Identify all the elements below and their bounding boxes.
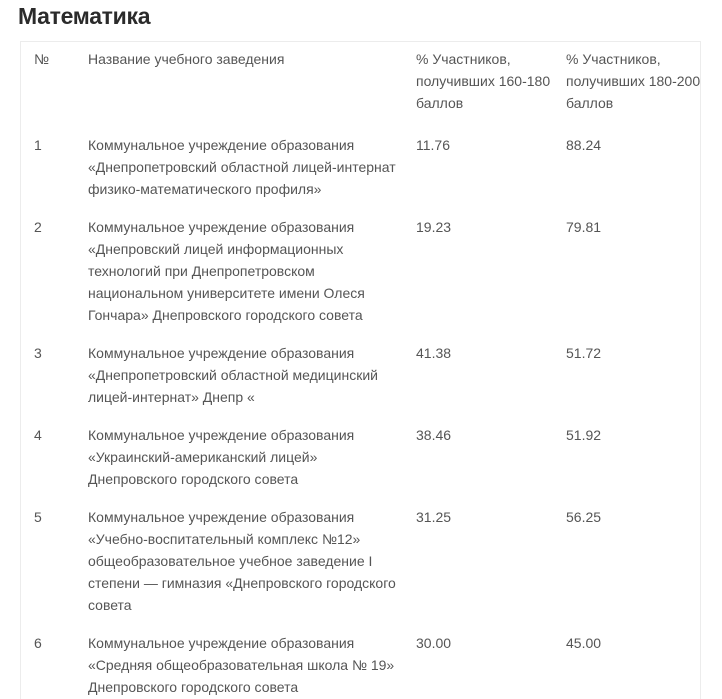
table-row (21, 342, 702, 424)
results-table (21, 42, 702, 699)
page-title: Математика (18, 3, 151, 29)
header-pct-180-200: % Участников, получивших 180-200 баллов (566, 51, 701, 111)
header-row (21, 42, 702, 134)
row-name: Коммунальное учреждение образования «Учебно-воспитательный комплекс №12» общеобразовательное учебное заведение I степени — гимназия «Днепровского городского совета (88, 509, 396, 613)
row-name: Коммунальное учреждение образования «Днепропетровский областной лицей-интернат физико-математического профиля» (88, 137, 396, 197)
row-name: Коммунальное учреждение образования «Средняя общеобразовательная школа № 19» Днепровского городского совета (88, 635, 395, 695)
row-pct-160-180: 38.46 (416, 427, 452, 443)
table-row (21, 134, 702, 216)
row-pct-180-200: 45.00 (566, 635, 602, 651)
row-name: Коммунальное учреждение образования «Украинский-американский лицей» Днепровского городского совета (88, 427, 355, 487)
row-pct-160-180: 30.00 (416, 635, 452, 651)
row-name: Коммунальное учреждение образования «Днепровский лицей информационных технологий при Днепропетровском национальном университете имени Олеся Гончара» Днепровского городского совета (88, 219, 365, 323)
row-pct-180-200: 51.72 (566, 345, 602, 361)
row-num: 5 (34, 509, 42, 525)
header-name: Название учебного заведения (88, 51, 285, 67)
row-num: 1 (34, 137, 42, 153)
row-pct-160-180: 19.23 (416, 219, 452, 235)
table-row (21, 632, 702, 699)
row-pct-160-180: 31.25 (416, 509, 452, 525)
row-pct-180-200: 51.92 (566, 427, 602, 443)
header-pct-160-180: % Участников, получивших 160-180 баллов (416, 51, 551, 111)
row-pct-180-200: 56.25 (566, 509, 602, 525)
row-name: Коммунальное учреждение образования «Днепропетровский областной медицинский лицей-интернат» Днепр « (88, 345, 378, 405)
results-table-card (20, 41, 701, 699)
row-pct-160-180: 41.38 (416, 345, 452, 361)
table-row (21, 216, 702, 342)
row-num: 4 (34, 427, 42, 443)
row-pct-180-200: 79.81 (566, 219, 602, 235)
table-row (21, 424, 702, 506)
table-row (21, 506, 702, 632)
header-num: № (34, 51, 50, 67)
row-pct-160-180: 11.76 (416, 137, 450, 153)
row-num: 6 (34, 635, 42, 651)
row-num: 3 (34, 345, 42, 361)
table-header (21, 42, 702, 134)
row-num: 2 (34, 219, 42, 235)
table-body (21, 134, 702, 699)
row-pct-180-200: 88.24 (566, 137, 602, 153)
